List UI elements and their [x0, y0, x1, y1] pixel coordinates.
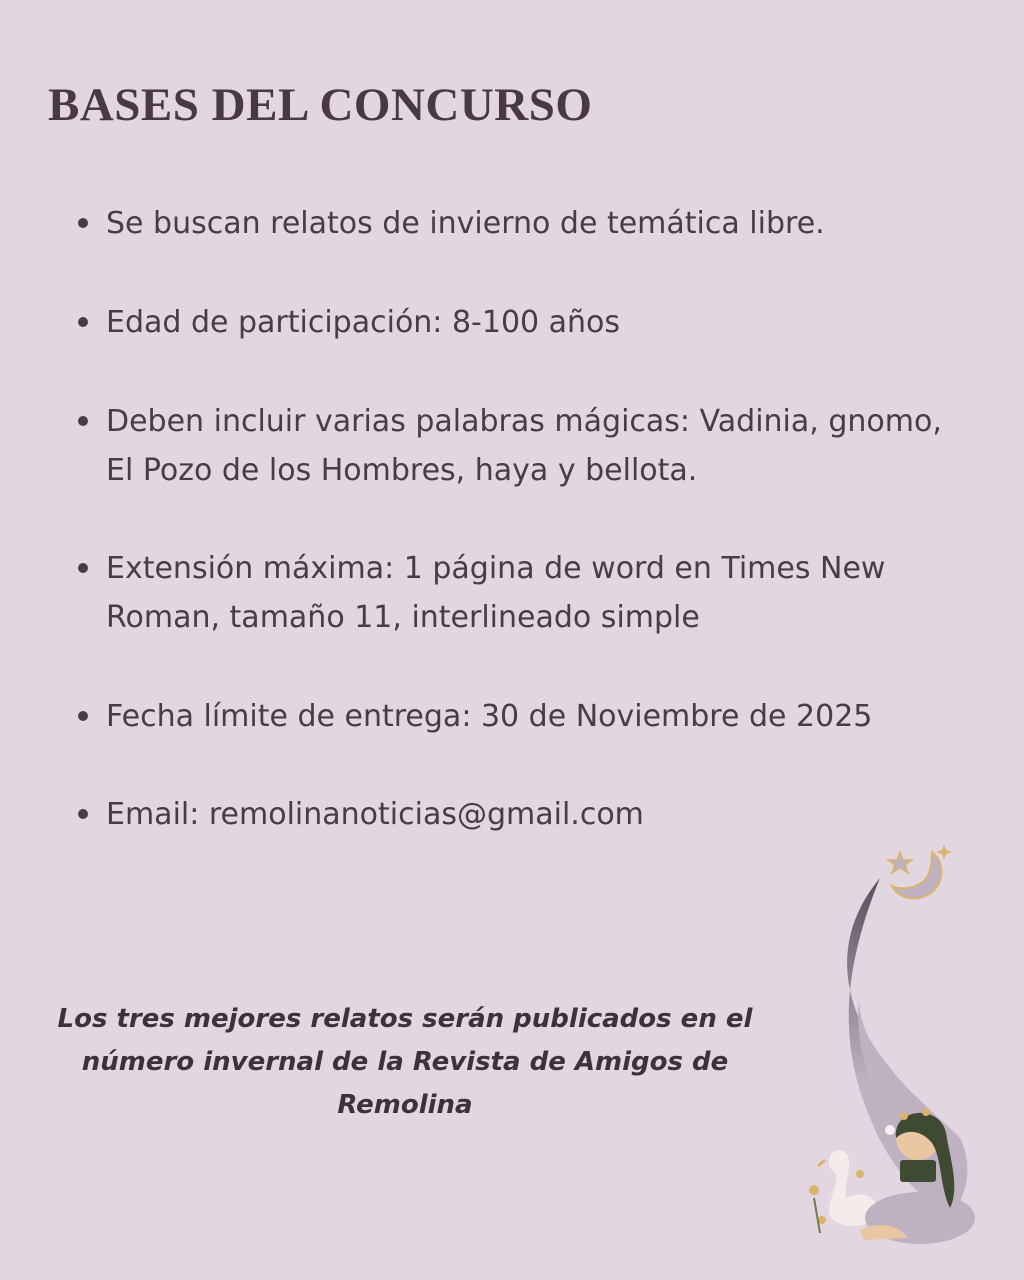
bullet-icon — [78, 317, 88, 327]
rule-text — [106, 397, 942, 495]
email-address[interactable]: Email: remolinanoticias@gmail.com — [106, 797, 644, 832]
rule-line: Se buscan relatos de invierno de temática libre. — [106, 206, 825, 241]
rule-text — [106, 692, 872, 741]
decorative-illustration — [800, 838, 980, 1258]
page-title: BASES DEL CONCURSO — [48, 79, 593, 131]
closing-line: Los tres mejores relatos serán publicados en el — [57, 1004, 753, 1034]
rule-line: El Pozo de los Hombres, haya y bellota. — [106, 453, 698, 488]
closing-line: número invernal de la Revista de Amigos de — [81, 1047, 729, 1077]
rule-line: Roman, tamaño 11, interlineado simple — [106, 600, 700, 635]
rule-text — [106, 199, 825, 248]
rule-line: Deben incluir varias palabras mágicas: Vadinia, gnomo, — [106, 404, 942, 439]
bullet-icon — [78, 416, 88, 426]
bullet-icon — [78, 809, 88, 819]
rule-text — [106, 298, 620, 347]
rule-text — [106, 790, 644, 839]
closing-line: Remolina — [337, 1090, 473, 1120]
closing-note — [40, 998, 770, 1127]
bullet-icon — [78, 218, 88, 228]
rule-line: Edad de participación: 8-100 años — [106, 305, 621, 340]
moon-star-icon — [886, 842, 956, 912]
rule-text — [106, 544, 885, 642]
rule-line: Extensión máxima: 1 página de word en Times New — [106, 551, 886, 586]
bullet-icon — [78, 563, 88, 573]
rule-line: Fecha límite de entrega: 30 de Noviembre de 2025 — [106, 699, 873, 734]
bullet-icon — [78, 711, 88, 721]
